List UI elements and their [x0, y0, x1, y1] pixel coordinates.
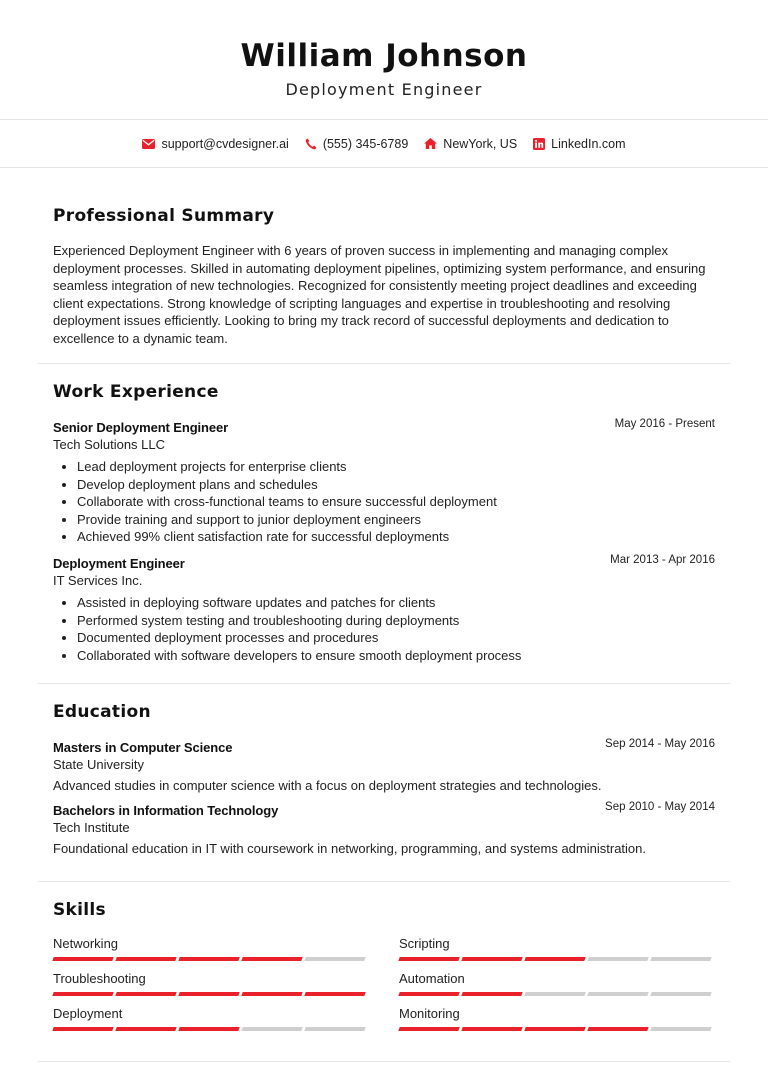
skill-segment-filled — [52, 992, 113, 996]
phone-icon — [305, 138, 317, 150]
contact-bar — [0, 120, 768, 168]
job-entry — [53, 420, 715, 546]
skill-item — [399, 1006, 714, 1031]
skill-level-bar — [53, 957, 368, 961]
job-bullets — [53, 594, 715, 664]
education-entry — [53, 740, 715, 793]
skill-item — [399, 971, 714, 996]
job-bullet: Collaborated with software developers to ensure smooth deployment process — [53, 647, 715, 665]
job-date: May 2016 - Present — [614, 418, 715, 430]
skill-segment-empty — [304, 957, 365, 961]
email-text: support@cvdesigner.ai — [161, 136, 289, 151]
skill-item — [399, 936, 714, 961]
job-bullets — [53, 458, 715, 546]
skill-segment-empty — [650, 1027, 711, 1031]
skill-name: Networking — [53, 936, 119, 951]
skill-segment-filled — [398, 957, 459, 961]
job-bullet: Achieved 99% client satisfaction rate for successful deployments — [53, 528, 715, 546]
candidate-title: Deployment Engineer — [285, 80, 483, 99]
degree-title: Masters in Computer Science — [53, 740, 233, 755]
contact-phone[interactable] — [305, 137, 408, 151]
skill-segment-empty — [524, 992, 585, 996]
education-heading: Education — [53, 702, 151, 722]
skill-name: Automation — [399, 971, 465, 986]
skill-level-bar — [399, 957, 714, 961]
skill-segment-filled — [115, 957, 176, 961]
skill-segment-filled — [115, 992, 176, 996]
skill-segment-filled — [461, 1027, 522, 1031]
skills-heading: Skills — [53, 900, 106, 920]
job-company: IT Services Inc. — [53, 572, 143, 588]
home-icon — [424, 138, 437, 149]
skill-segment-empty — [650, 957, 711, 961]
candidate-name: William Johnson — [240, 38, 528, 74]
skill-item — [53, 971, 368, 996]
skill-segment-empty — [241, 1027, 302, 1031]
skill-name: Deployment — [53, 1006, 123, 1021]
skill-level-bar — [399, 992, 714, 996]
skill-level-bar — [53, 992, 368, 996]
skill-segment-filled — [304, 992, 365, 996]
job-bullet: Documented deployment processes and procedures — [53, 629, 715, 647]
job-bullet: Assisted in deploying software updates and patches for clients — [53, 594, 715, 612]
skill-segment-filled — [587, 1027, 648, 1031]
education-entry — [53, 803, 715, 856]
skill-segment-filled — [398, 1027, 459, 1031]
job-entry — [53, 553, 715, 664]
summary-text: Experienced Deployment Engineer with 6 years of proven success in implementing and managing complex deployment processes. Skilled in automating deployment pipelines, optimizing system performance, and ensuring seamless integration of new technologies. Recognized for consistently meeting project deadlines and exceeding client expectations. Strong knowledge of scripting languages and expertise in troubleshooting and resolving deployment issues efficiently. Looking to bring my track record of successful deployments and dedication to excellence to a dynamic team. — [53, 243, 706, 346]
contact-linkedin[interactable] — [533, 137, 625, 151]
summary-heading: Professional Summary — [53, 206, 275, 226]
envelope-icon — [142, 139, 155, 149]
job-bullet: Performed system testing and troubleshooting during deployments — [53, 612, 715, 630]
skill-item — [53, 1006, 368, 1031]
school-name: State University — [53, 757, 145, 772]
skill-segment-filled — [178, 957, 239, 961]
skill-item — [53, 936, 368, 961]
job-title: Deployment Engineer — [53, 555, 185, 571]
skill-name: Monitoring — [399, 1006, 460, 1021]
work-experience-section — [38, 364, 730, 684]
skill-segment-empty — [304, 1027, 365, 1031]
skill-segment-filled — [241, 992, 302, 996]
skill-segment-empty — [587, 957, 648, 961]
education-description: Advanced studies in computer science with a focus on deployment strategies and technologies. — [53, 778, 602, 793]
resume-header — [0, 0, 768, 120]
skill-level-bar — [53, 1027, 368, 1031]
education-date: Sep 2010 - May 2014 — [605, 801, 715, 813]
skills-grid — [53, 936, 715, 1031]
job-bullet: Provide training and support to junior deployment engineers — [53, 511, 715, 529]
job-company: Tech Solutions LLC — [53, 437, 166, 452]
contact-email[interactable] — [142, 137, 288, 151]
job-bullet: Develop deployment plans and schedules — [53, 476, 715, 494]
skill-segment-filled — [178, 992, 239, 996]
skill-segment-empty — [650, 992, 711, 996]
location-text: NewYork, US — [443, 136, 518, 151]
linkedin-text: LinkedIn.com — [551, 136, 626, 151]
work-heading: Work Experience — [53, 382, 219, 402]
education-description: Foundational education in IT with coursework in networking, programming, and systems administration. — [53, 841, 646, 856]
job-bullet: Lead deployment projects for enterprise clients — [53, 458, 715, 476]
skill-name: Troubleshooting — [53, 971, 146, 986]
job-bullet: Collaborate with cross-functional teams to ensure successful deployment — [53, 493, 715, 511]
job-title: Senior Deployment Engineer — [53, 420, 229, 435]
skill-segment-filled — [115, 1027, 176, 1031]
skill-segment-filled — [461, 992, 522, 996]
skill-segment-filled — [178, 1027, 239, 1031]
skill-segment-filled — [241, 957, 302, 961]
linkedin-icon — [533, 138, 545, 150]
skill-level-bar — [399, 1027, 714, 1031]
job-date: Mar 2013 - Apr 2016 — [610, 553, 715, 566]
school-name: Tech Institute — [53, 820, 130, 835]
education-section — [38, 684, 730, 882]
skill-segment-filled — [52, 957, 113, 961]
skill-segment-empty — [587, 992, 648, 996]
summary-section — [38, 168, 730, 364]
skills-section — [38, 882, 730, 1062]
skill-segment-filled — [52, 1027, 113, 1031]
skill-segment-filled — [398, 992, 459, 996]
skill-segment-filled — [524, 1027, 585, 1031]
skill-name: Scripting — [399, 936, 450, 951]
contact-location[interactable] — [424, 137, 517, 151]
phone-text: (555) 345-6789 — [322, 136, 409, 151]
skill-segment-filled — [461, 957, 522, 961]
skill-segment-filled — [524, 957, 585, 961]
degree-title: Bachelors in Information Technology — [53, 803, 279, 818]
education-date: Sep 2014 - May 2016 — [605, 738, 715, 750]
